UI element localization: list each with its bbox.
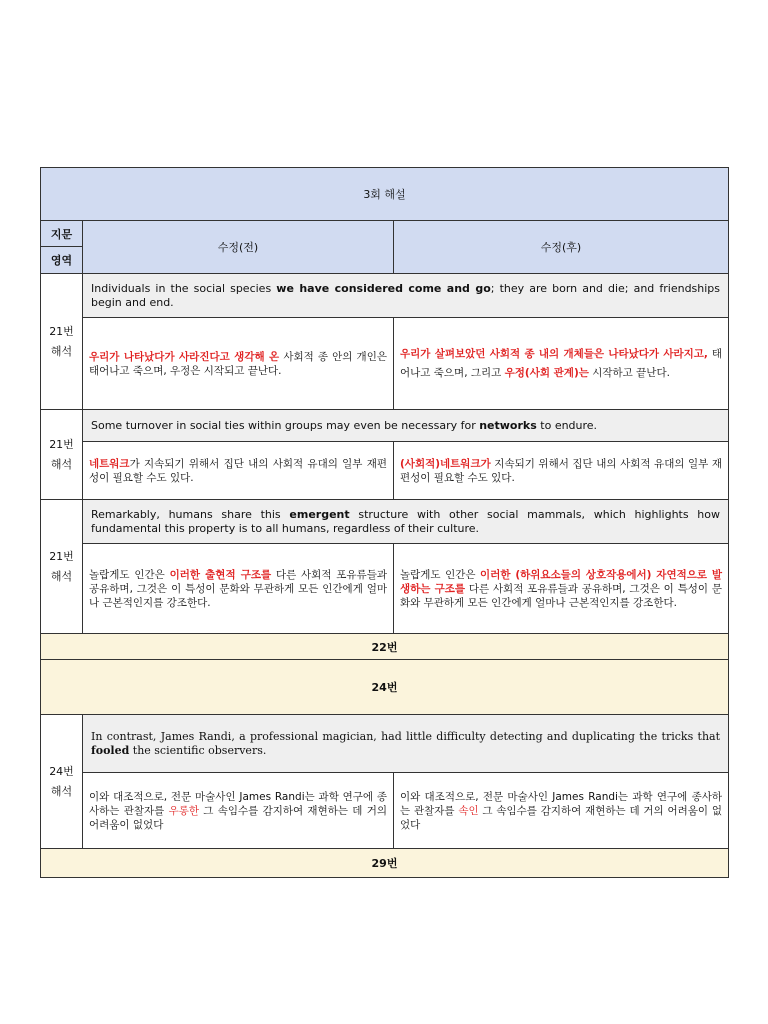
english-sentence: Some turnover in social ties within groups may even be necessary for networks to endure. xyxy=(83,410,729,442)
translation-after: 이와 대조적으로, 전문 마술사인 James Randi는 과학 연구에 종사하는 관찰자를 속인 그 속임수를 감지하여 재현하는 데 거의 어려움이 없었다 xyxy=(394,773,729,849)
english-sentence: Remarkably, humans share this emergent structure with other social mammals, which highlights how fundamental this property is to all humans, regardless of their culture. xyxy=(83,500,729,544)
section-24: 24번 xyxy=(41,660,729,715)
header-after: 수정(후) xyxy=(394,221,729,274)
header-jimun: 지문 xyxy=(41,221,83,247)
translation-before: 놀랍게도 인간은 이러한 출현적 구조를 다른 사회적 포유류들과 공유하며, 그것은 이 특성이 문화와 무관하게 모든 인간에게 얼마나 근본적인지를 강조한다. xyxy=(83,544,394,634)
correction-table xyxy=(40,167,729,878)
table-title: 3회 해설 xyxy=(41,168,729,221)
row-label: 21번 해석 xyxy=(41,500,83,634)
translation-before: 이와 대조적으로, 전문 마술사인 James Randi는 과학 연구에 종사하는 관찰자를 우롱한 그 속임수를 감지하여 재현하는 데 거의 어려움이 없었다 xyxy=(83,773,394,849)
section-22: 22번 xyxy=(41,634,729,660)
english-sentence: Individuals in the social species we have considered come and go; they are born and die; and friendships begin and end. xyxy=(83,274,729,318)
row-label: 21번 해석 xyxy=(41,274,83,410)
header-yeongyeok: 영역 xyxy=(41,247,83,274)
translation-before: 네트워크가 지속되기 위해서 집단 내의 사회적 유대의 일부 재편성이 필요할 수도 있다. xyxy=(83,442,394,500)
translation-after: (사회적)네트워크가 지속되기 위해서 집단 내의 사회적 유대의 일부 재편성이 필요할 수도 있다. xyxy=(394,442,729,500)
translation-after: 우리가 살펴보았던 사회적 종 내의 개체들은 나타났다가 사라지고, 태어나고 죽으며, 그리고 우정(사회 관계)는 시작하고 끝난다. xyxy=(394,318,729,410)
translation-after: 놀랍게도 인간은 이러한 (하위요소들의 상호작용에서) 자연적으로 발생하는 구조를 다른 사회적 포유류들과 공유하며, 그것은 이 특성이 문화와 무관하게 모든 인간에게 얼마나 근본적인지를 강조한다. xyxy=(394,544,729,634)
section-29: 29번 xyxy=(41,849,729,878)
row-label: 24번 해석 xyxy=(41,715,83,849)
row-label: 21번 해석 xyxy=(41,410,83,500)
header-before: 수정(전) xyxy=(83,221,394,274)
translation-before: 우리가 나타났다가 사라진다고 생각해 온 사회적 종 안의 개인은 태어나고 죽으며, 우정은 시작되고 끝난다. xyxy=(83,318,394,410)
english-sentence: In contrast, James Randi, a professional magician, had little difficulty detecting and duplicating the tricks that fooled the scientific observers. xyxy=(83,715,729,773)
